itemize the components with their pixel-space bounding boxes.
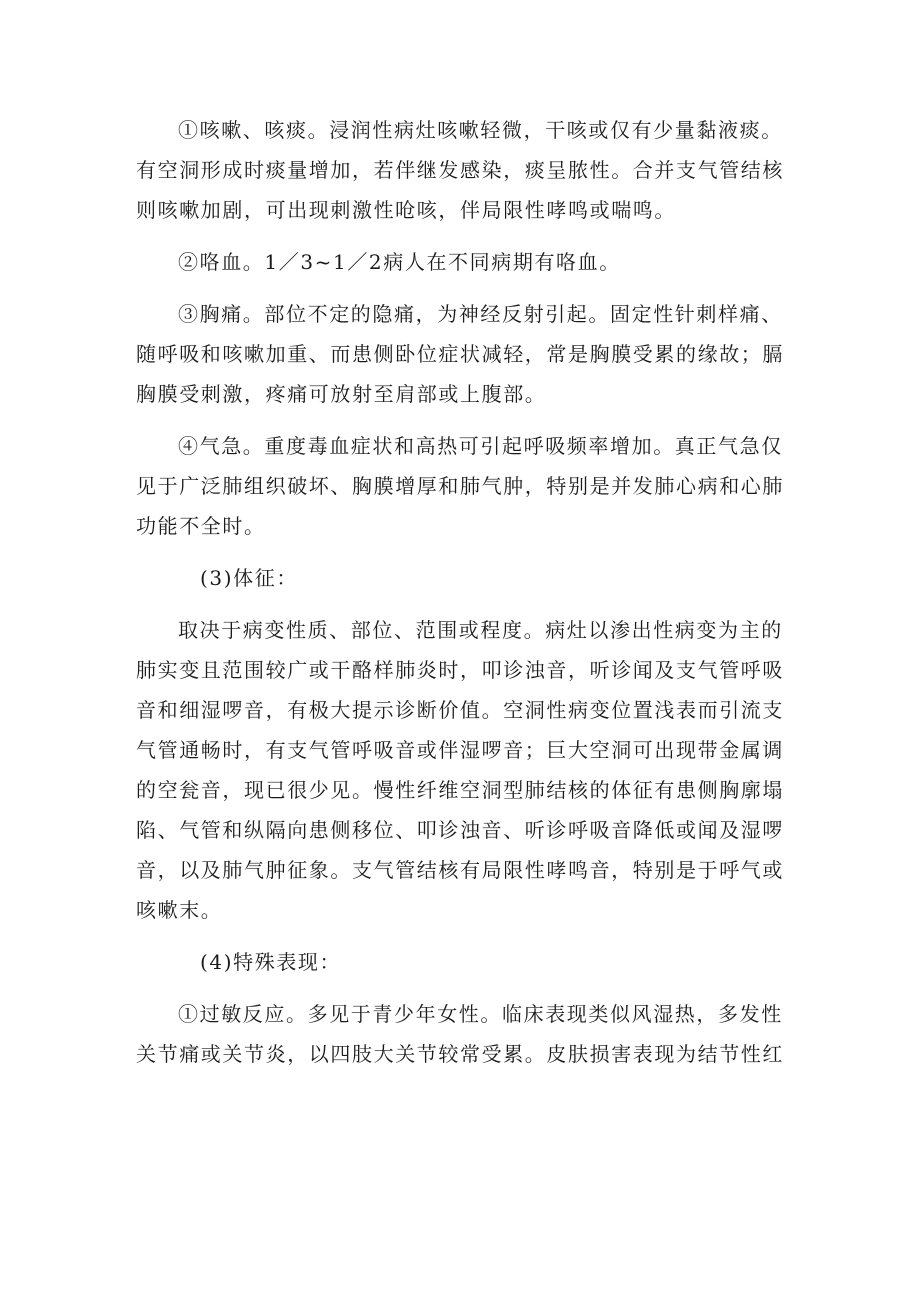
text-line: 有空洞形成时痰量增加，若伴继发感染，痰呈脓性。合并支气管结核	[136, 158, 784, 182]
text-line: ③胸痛。部位不定的隐痛，为神经反射引起。固定性针刺样痛、	[178, 302, 783, 326]
text-line: 陷、气管和纵隔向患侧移位、叩诊浊音、听诊呼吸音降低或闻及湿啰	[136, 818, 784, 842]
text-line: 胸膜受刺激，疼痛可放射至肩部或上腹部。	[136, 382, 547, 406]
paragraph-dyspnea	[136, 426, 792, 546]
text-line: 取决于病变性质、部位、范围或程度。病灶以渗出性病变为主的	[178, 618, 783, 642]
text-line: 则咳嗽加剧，可出现刺激性呛咳，伴局限性哮鸣或喘鸣。	[136, 198, 676, 222]
paragraph-chest-pain	[136, 294, 792, 414]
paragraph-signs	[136, 610, 792, 930]
paragraph-special-heading	[136, 942, 792, 982]
text-line: 的空瓮音，现已很少见。慢性纤维空洞型肺结核的体征有患侧胸廓塌	[136, 778, 784, 802]
text-line: ②咯血。1／3~1／2病人在不同病期有咯血。	[178, 250, 621, 274]
paragraph-cough	[136, 110, 792, 230]
text-line: 音，以及肺气肿征象。支气管结核有局限性哮鸣音，特别是于呼气或	[136, 858, 784, 882]
paragraph-allergy	[136, 994, 792, 1074]
text-line: (4)特殊表现：	[200, 950, 342, 974]
text-line: 随呼吸和咳嗽加重、而患侧卧位症状减轻，常是胸膜受累的缘故；膈	[136, 342, 784, 366]
text-line: 气管通畅时，有支气管呼吸音或伴湿啰音；巨大空洞可出现带金属调	[136, 738, 784, 762]
text-line: 音和细湿啰音，有极大提示诊断价值。空洞性病变位置浅表而引流支	[136, 698, 784, 722]
text-line: 见于广泛肺组织破坏、胸膜增厚和肺气肿，特别是并发肺心病和心肺	[136, 474, 784, 498]
text-line: 功能不全时。	[136, 514, 266, 538]
paragraph-signs-heading	[136, 558, 792, 598]
text-line: 关节痛或关节炎，以四肢大关节较常受累。皮肤损害表现为结节性红	[136, 1042, 784, 1066]
text-line: (3)体征：	[200, 566, 298, 590]
text-line: 咳嗽末。	[136, 898, 223, 922]
text-line: 肺实变且范围较广或干酪样肺炎时，叩诊浊音，听诊闻及支气管呼吸	[136, 658, 784, 682]
text-line: ①咳嗽、咳痰。浸润性病灶咳嗽轻微，干咳或仅有少量黏液痰。	[178, 118, 783, 142]
document-body	[136, 110, 792, 1086]
text-line: ①过敏反应。多见于青少年女性。临床表现类似风湿热，多发性	[178, 1002, 783, 1026]
paragraph-hemoptysis	[136, 242, 792, 282]
text-line: ④气急。重度毒血症状和高热可引起呼吸频率增加。真正气急仅	[178, 434, 783, 458]
